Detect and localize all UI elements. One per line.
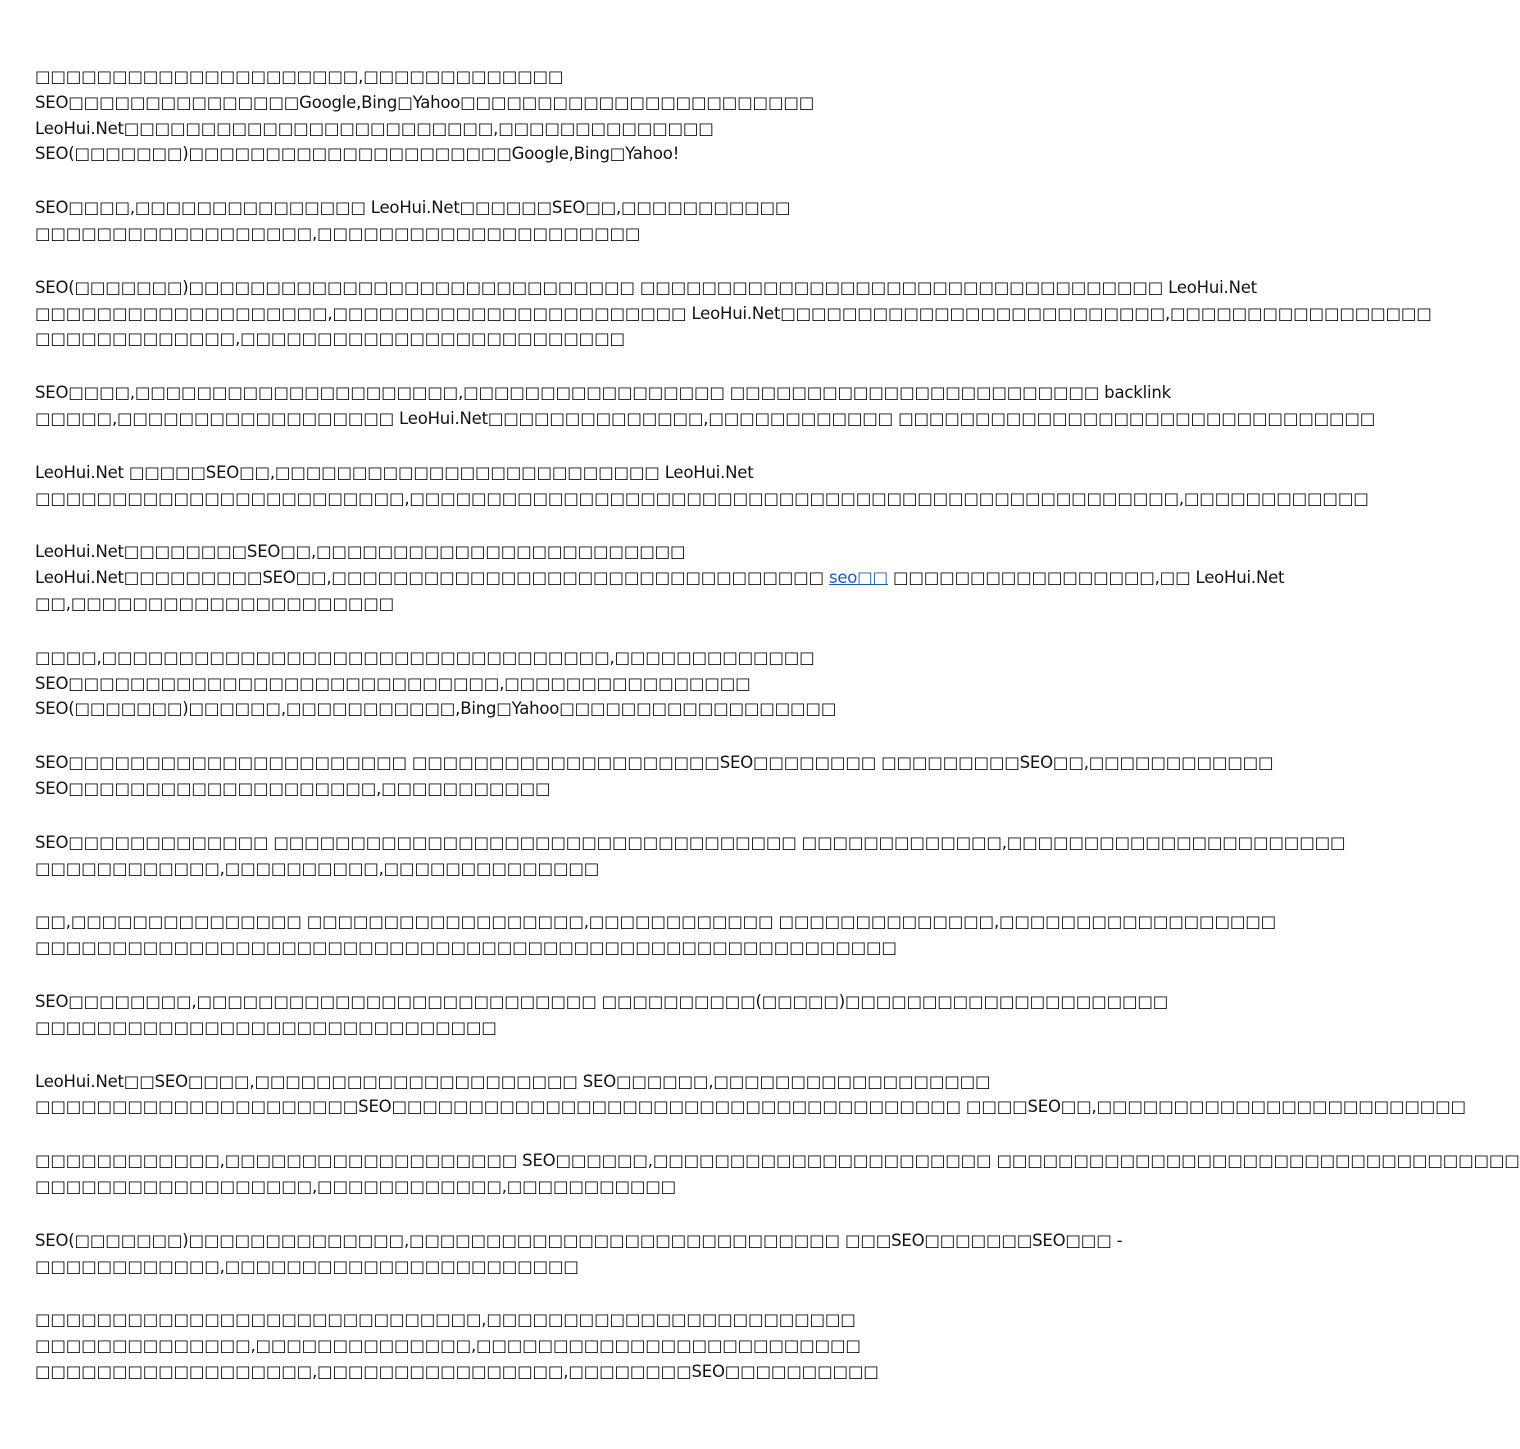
text-line: □□□□□□□□□□□□□□□□□□□□□□□□□□□□□□□□□□□□□□□□□□□□□□□□□□□□□□□□ <box>35 938 897 958</box>
paragraph <box>35 460 1369 512</box>
text-line: □□□□□□□□□□□□□□□□□□□□□□□□□□□□□,□□□□□□□□□□□□□□□□□□□□□□□□ <box>35 1310 856 1330</box>
paragraph <box>35 1228 1123 1280</box>
text-line: □□□□□□□□□□□□,□□□□□□□□□□□□□□□□□□□ SEO□□□□□□,□□□□□□□□□□□□□□□□□□□□□□ □□□□□□□□□□□□□□□□□□□□□□□□□□□□□□□□□□ <box>35 1151 1520 1171</box>
text-line: SEO□□□□□□□□,□□□□□□□□□□□□□□□□□□□□□□□□□□ □□□□□□□□□□(□□□□□)□□□□□□□□□□□□□□□□□□□□□ <box>35 991 1169 1011</box>
text-line: LeoHui.Net □□□□□SEO□□,□□□□□□□□□□□□□□□□□□□□□□□□□ LeoHui.Net <box>35 462 754 482</box>
text-line: SEO(□□□□□□□)□□□□□□□□□□□□□□□□□□□□□Google,Bing□Yahoo! <box>35 144 680 164</box>
paragraph <box>35 275 1432 352</box>
text-line: □□,□□□□□□□□□□□□□□□□□□□□□ <box>35 593 395 613</box>
text-line: □□□□□□□□□□□□,□□□□□□□□□□□□□□□□□□□□□□□ <box>35 1256 579 1276</box>
text-line: SEO□□□□,□□□□□□□□□□□□□□□ LeoHui.Net□□□□□□SEO□□,□□□□□□□□□□□ <box>35 198 791 218</box>
text-line: □□□□,□□□□□□□□□□□□□□□□□□□□□□□□□□□□□□□□□,□□□□□□□□□□□□□ <box>35 647 815 667</box>
paragraph <box>35 64 995 167</box>
text-line: □□□□□□□□□□□□□□□□□□□□□SEO□□□□□□□□□□□□□□□□□□□□□□□□□□□□□□□□□□□□□ □□□□SEO□□,□□□□□□□□□□□□□□□□□□□□□□□□ <box>35 1097 1466 1117</box>
text-segment: □□□□□□□□□□□□□□□□□,□□ LeoHui.Net <box>887 568 1285 588</box>
text-line: LeoHui.Net□□□□□□□□□□□□□□□□□□□□□□□□,□□□□□□□□□□□□□□ <box>35 118 714 138</box>
text-line: SEO(□□□□□□□)□□□□□□,□□□□□□□□□□□,Bing□Yahoo□□□□□□□□□□□□□□□□□□ <box>35 699 837 719</box>
text-line: □□□□□□□□□□□□,□□□□□□□□□□,□□□□□□□□□□□□□□ <box>35 858 600 878</box>
text-line: LeoHui.Net□□□□□□□□SEO□□,□□□□□□□□□□□□□□□□□□□□□□□□ <box>35 542 686 562</box>
paragraph <box>35 195 995 247</box>
paragraph <box>35 539 1285 616</box>
text-line: SEO□□□□,□□□□□□□□□□□□□□□□□□□□□,□□□□□□□□□□□□□□□□□ □□□□□□□□□□□□□□□□□□□□□□□□ backlink <box>35 383 1171 403</box>
text-line: SEO□□□□□□□□□□□□□□□□□□□□□□ □□□□□□□□□□□□□□□□□□□□SEO□□□□□□□□ □□□□□□□□□SEO□□,□□□□□□□□□□□□ <box>35 753 1274 773</box>
document-body <box>35 64 1520 1413</box>
paragraph <box>35 909 1277 961</box>
paragraph <box>35 1069 1466 1121</box>
text-line: □□□□□,□□□□□□□□□□□□□□□□□□ LeoHui.Net□□□□□□□□□□□□□□,□□□□□□□□□□□□ □□□□□□□□□□□□□□□□□□□□□□□□□□□□□□□ <box>35 408 1376 428</box>
text-line: □□□□□□□□□□□□□□□□□□□□□□□□,□□□□□□□□□□□□□□□□□□□□□□□□□□□□□□□□□□□□□□□□□□□□□□□□□□,□□□□□□□□□□□□ <box>35 488 1369 508</box>
text-line: SEO□□□□□□□□□□□□□ □□□□□□□□□□□□□□□□□□□□□□□□□□□□□□□□□□ □□□□□□□□□□□□□,□□□□□□□□□□□□□□□□□□□□□□ <box>35 832 1346 852</box>
text-line: □□□□□□□□□□□□□□□□□□□□□□□□□□□□□□ <box>35 1017 497 1037</box>
text-line: □□□□□□□□□□□□□□□□□□□,□□□□□□□□□□□□□□□□□□□□□□□ LeoHui.Net□□□□□□□□□□□□□□□□□□□□□□□□□,□□□□□□□□□□□□□□□□□ <box>35 303 1432 323</box>
text-line: □□□□□□□□□□□□□□□□□□,□□□□□□□□□□□□,□□□□□□□□□□□ <box>35 1176 677 1196</box>
text-line: SEO□□□□□□□□□□□□□□□Google,Bing□Yahoo□□□□□□□□□□□□□□□□□□□□□□□ <box>35 92 815 112</box>
text-line: □□□□□□□□□□□□□□□□□□,□□□□□□□□□□□□□□□□,□□□□□□□□SEO□□□□□□□□□□ <box>35 1361 879 1381</box>
text-line: □□□□□□□□□□□□□□□□□□□□□,□□□□□□□□□□□□□ <box>35 67 564 86</box>
text-line: LeoHui.Net□□SEO□□□□,□□□□□□□□□□□□□□□□□□□□□ SEO□□□□□□,□□□□□□□□□□□□□□□□□□ <box>35 1071 991 1091</box>
text-line: □□□□□□□□□□□□□□,□□□□□□□□□□□□□□,□□□□□□□□□□□□□□□□□□□□□□□□□ <box>35 1336 861 1356</box>
paragraph <box>35 830 1346 882</box>
paragraph <box>35 1148 1520 1200</box>
text-line: SEO□□□□□□□□□□□□□□□□□□□□□□□□□□□□,□□□□□□□□□□□□□□□□ <box>35 673 751 693</box>
paragraph <box>35 989 1169 1041</box>
text-line: SEO(□□□□□□□)□□□□□□□□□□□□□□,□□□□□□□□□□□□□□□□□□□□□□□□□□□□ □□□SEO□□□□□□□SEO□□□ - <box>35 1230 1123 1250</box>
seo-link[interactable]: seo□□ <box>828 568 888 588</box>
text-line: SEO□□□□□□□□□□□□□□□□□□□□,□□□□□□□□□□□ <box>35 778 551 798</box>
text-line: □□,□□□□□□□□□□□□□□□ □□□□□□□□□□□□□□□□□□,□□□□□□□□□□□□ □□□□□□□□□□□□□□,□□□□□□□□□□□□□□□□□□ <box>35 912 1277 932</box>
paragraph <box>35 750 1274 802</box>
text-line: SEO(□□□□□□□)□□□□□□□□□□□□□□□□□□□□□□□□□□□□□ □□□□□□□□□□□□□□□□□□□□□□□□□□□□□□□□□□ LeoHui.Net <box>35 277 1257 297</box>
paragraph <box>35 1307 995 1384</box>
text-line: □□□□□□□□□□□□□□□□□□,□□□□□□□□□□□□□□□□□□□□□ <box>35 223 641 243</box>
text-line <box>35 565 1285 591</box>
text-segment: LeoHui.Net□□□□□□□□□SEO□□,□□□□□□□□□□□□□□□□□□□□□□□□□□□□□□□□ <box>35 568 829 588</box>
paragraph <box>35 380 1376 432</box>
paragraph <box>35 645 995 722</box>
text-line: □□□□□□□□□□□□□,□□□□□□□□□□□□□□□□□□□□□□□□□ <box>35 329 625 349</box>
